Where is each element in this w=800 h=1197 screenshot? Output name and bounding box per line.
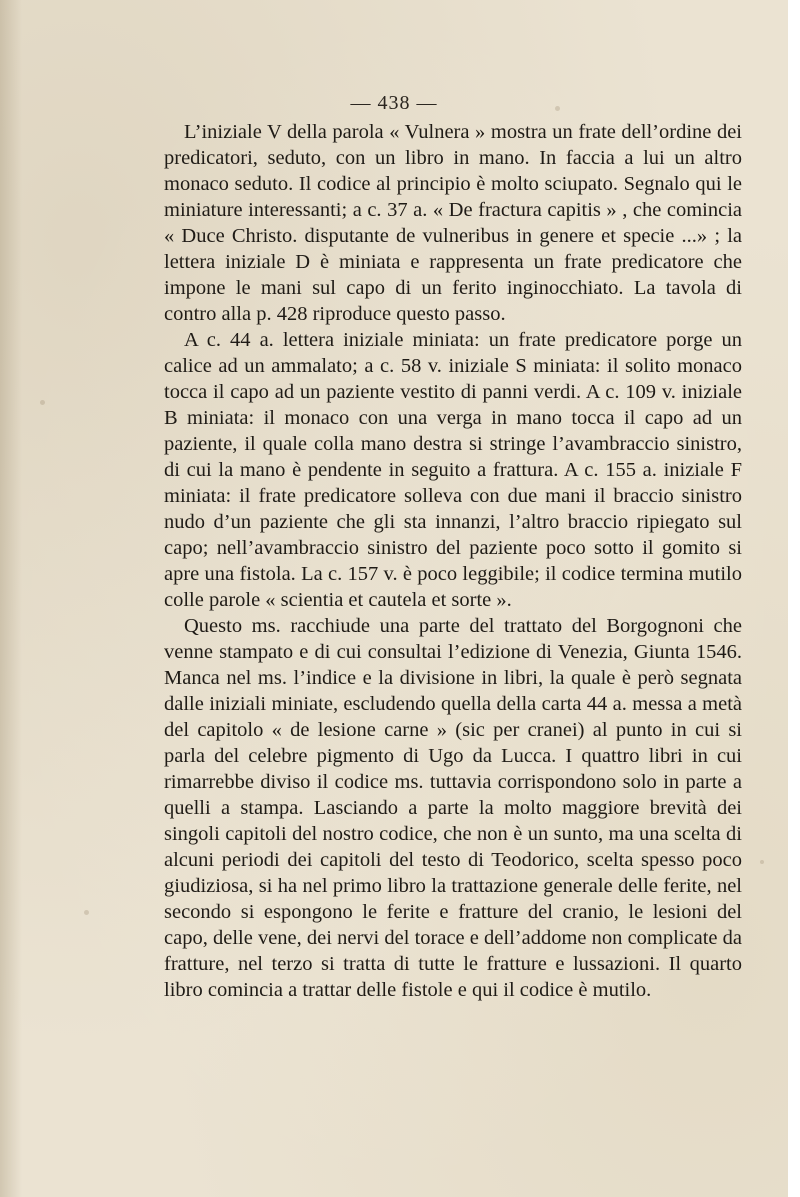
paper-spot [40, 400, 45, 405]
page-number: — 438 — [350, 92, 438, 114]
paragraph: L’iniziale V della parola « Vulnera » mostra un frate dell’ordine dei predicatori, seduto, con un libro in mano. In faccia a lui un altro monaco seduto. Il codice al principio è molto sciupato. Segnalo qui le miniature interessanti; a c. 37 a. « De fractura capitis » , che comincia « Duce Christo. disputante de vulneribus in genere et specie ...» ; la lettera iniziale D è miniata e rappresenta un frate predicatore che impone le mani sul capo di un ferito inginocchiato. La tavola di contro alla p. 428 riproduce questo passo. [164, 121, 742, 325]
paragraph: Questo ms. racchiude una parte del trattato del Borgognoni che venne stampato e di cui consultai l’edizione di Venezia, Giunta 1546. Manca nel ms. l’indice e la divisione in libri, la quale è però segnata dalle iniziali miniate, escludendo quella della carta 44 a. messa a metà del capitolo « de lesione carne » (sic per cranei) al punto in cui si parla del celebre pigmento di Ugo da Lucca. I quattro libri in cui rimarrebbe diviso il codice ms. tuttavia corrispondono solo in parte a quelli a stampa. Lasciando a parte la molto maggiore brevità dei singoli capitoli del nostro codice, che non è un sunto, ma una scelta di alcuni periodi dei capitoli del testo di Teodorico, scelta spesso poco giudiziosa, si ha nel primo libro la trattazione generale delle ferite, nel secondo si espongono le ferite e fratture del cranio, le lesioni del capo, delle vene, dei nervi del torace e dell’addome non complicate da fratture, nel terzo si tratta di tutte le fratture e lussazioni. Il quarto libro comincia a trattar delle fistole e qui il codice è mutilo. [164, 615, 742, 1001]
page-edge-shadow [0, 0, 22, 1197]
body-text [164, 119, 742, 1003]
paragraph: A c. 44 a. lettera iniziale miniata: un frate predicatore porge un calice ad un ammalato; a c. 58 v. iniziale S miniata: il solito monaco tocca il capo ad un paziente vestito di panni verdi. A c. 109 v. iniziale B miniata: il monaco con una verga in mano tocca il capo ad un paziente, il quale colla mano destra si stringe l’avambraccio sinistro, di cui la mano è pendente in seguito a frattura. A c. 155 a. iniziale F miniata: il frate predicatore solleva con due mani il braccio sinistro nudo d’un paziente che gli sta innanzi, l’altro braccio ripiegato sul capo; nell’avambraccio sinistro del paziente poco sotto il gomito si apre una fistola. La c. 157 v. è poco leggibile; il codice termina mutilo colle parole « scientia et cautela et sorte ». [164, 329, 742, 611]
paper-spot [84, 910, 89, 915]
paper-spot [760, 860, 764, 864]
